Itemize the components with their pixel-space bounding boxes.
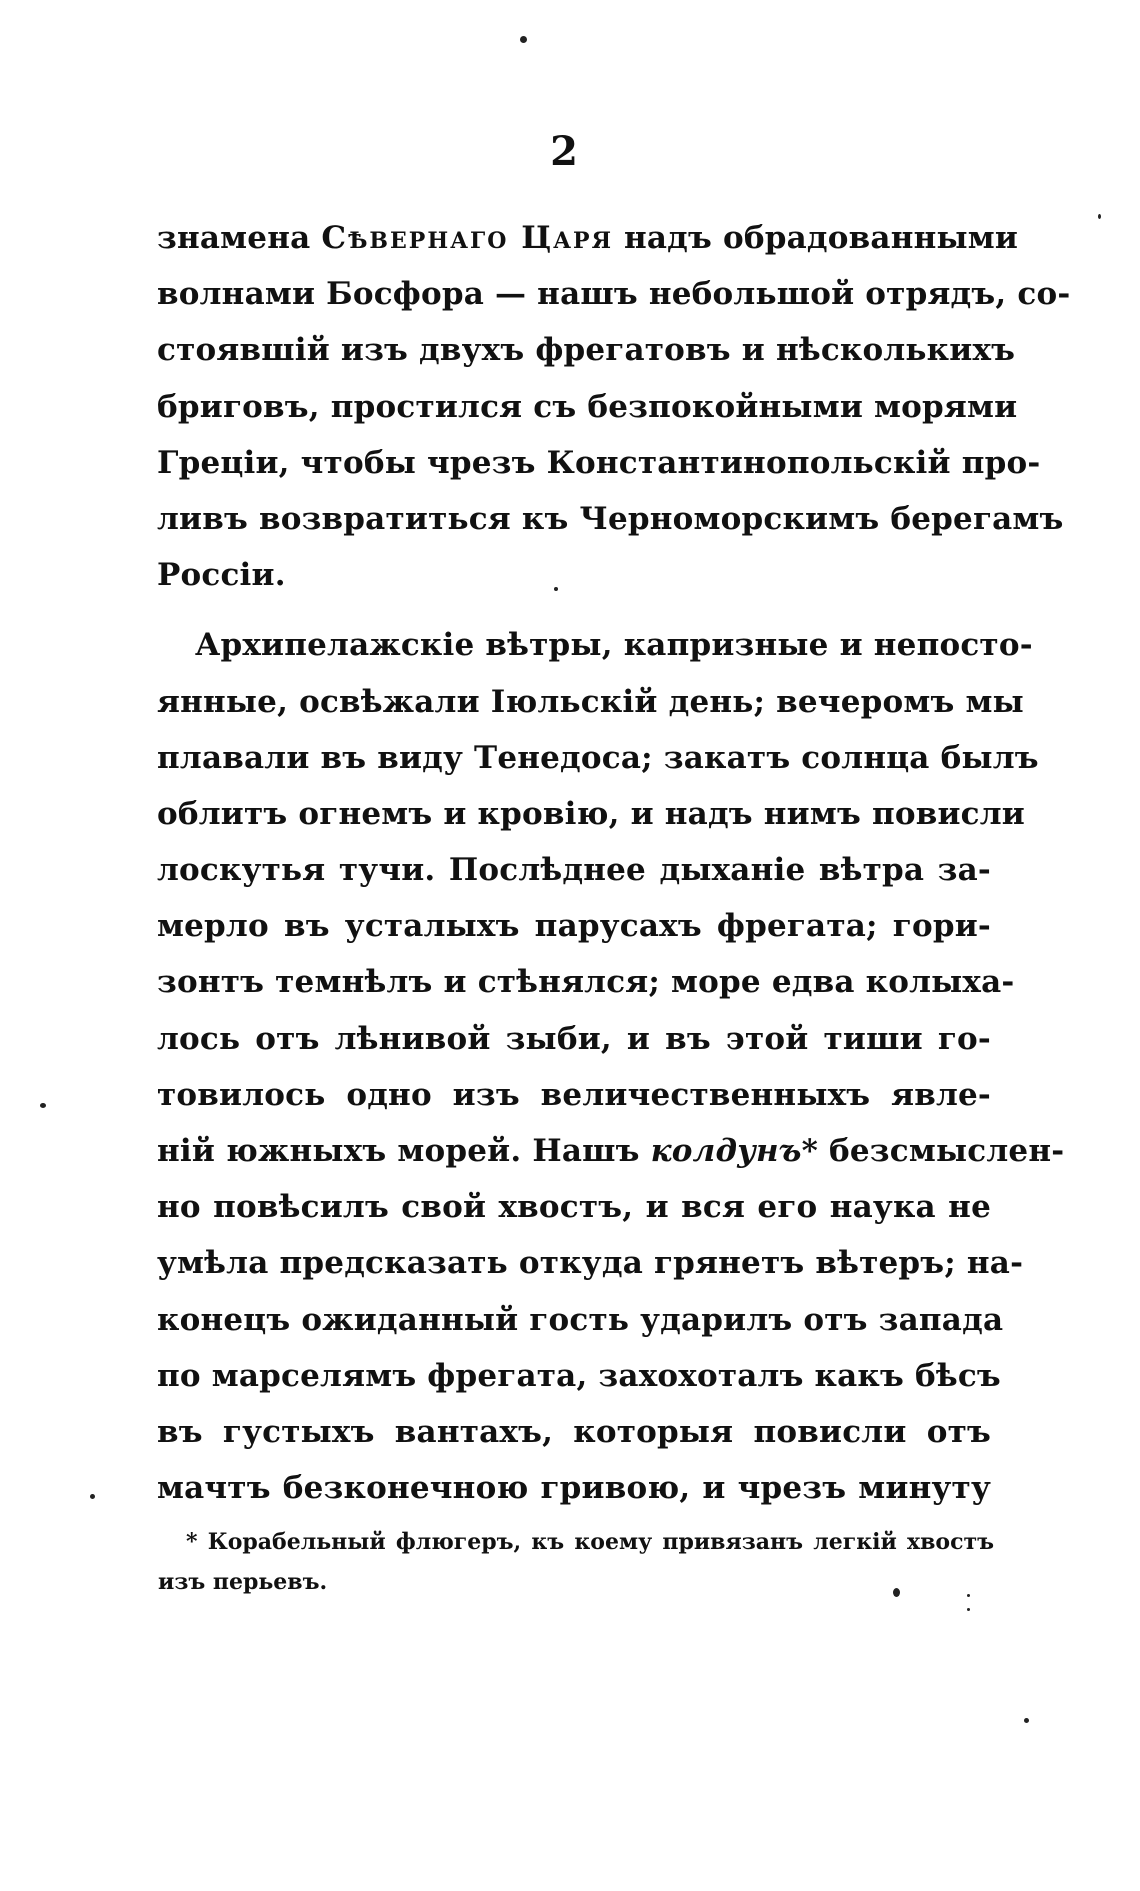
scan-speck: [967, 1608, 970, 1611]
footnote-line: изъ перьевъ.: [158, 1569, 328, 1595]
scan-speck: [1098, 214, 1101, 219]
scan-speck: [967, 1594, 970, 1597]
page-number: 2: [550, 128, 578, 175]
scan-speck: [893, 1588, 900, 1597]
italic-segment: колдунъ: [650, 1133, 802, 1169]
text-line: плавали въ виду Тенедоса; закатъ солнца былъ: [157, 739, 1039, 776]
scan-speck: [1024, 1718, 1029, 1723]
text-segment: * безсмыслен-: [801, 1133, 1065, 1169]
text-line: [157, 210, 1019, 266]
text-segment: знамена: [157, 220, 322, 256]
text-line: янные, освѣжали Іюльскій день; вечеромъ мы: [157, 683, 1024, 720]
text-line: лось отъ лѣнивой зыби, и въ этой тиши го-: [157, 1020, 991, 1057]
text-line: [157, 1123, 1065, 1179]
text-line: конецъ ожиданный гость ударилъ отъ запада: [157, 1301, 1004, 1338]
text-line: умѣла предсказать откуда грянетъ вѣтеръ; на-: [157, 1245, 1024, 1282]
scan-speck: [40, 1103, 46, 1108]
text-line: товилось одно изъ величественныхъ явле-: [157, 1076, 991, 1113]
scan-speck: [554, 587, 558, 591]
text-line: по марселямъ фрегата, захохоталъ какъ бѣсъ: [157, 1357, 1001, 1394]
text-line: Архипелажскіе вѣтры, капризные и непосто-: [195, 627, 1033, 664]
footnote-line: * Корабельный флюгеръ, къ коему привязанъ легкій хвостъ: [186, 1529, 994, 1555]
text-line: мерло въ усталыхъ парусахъ фрегата; гори-: [157, 908, 991, 945]
text-line: но повѣсилъ свой хвостъ, и вся его наука не: [157, 1189, 991, 1226]
text-line: волнами Босфора — нашъ небольшой отрядъ, со-: [157, 276, 1071, 313]
small-caps-segment: Сѣвернаго Царя: [321, 220, 614, 256]
footnote: [158, 1522, 994, 1602]
text-line: лоскутья тучи. Послѣднее дыханіе вѣтра за-: [157, 852, 991, 889]
text-line: зонтъ темнѣлъ и стѣнялся; море едва колыха-: [157, 964, 1015, 1001]
text-line: мачтъ безконечною гривою, и чрезъ минуту: [157, 1470, 991, 1507]
body-text: [157, 210, 1071, 1516]
text-segment: надъ обрадованными: [613, 220, 1019, 256]
text-line: стоявшій изъ двухъ фрегатовъ и нѣсколькихъ: [157, 332, 1016, 369]
scan-speck: [90, 1494, 95, 1499]
paragraph-gap: [157, 603, 991, 617]
text-segment: ній южныхъ морей. Нашъ: [157, 1133, 651, 1169]
scan-speck: [520, 36, 527, 43]
text-line: Греціи, чтобы чрезъ Константинопольскій про-: [157, 444, 1041, 481]
text-line: бриговъ, простился съ безпокойными морями: [157, 388, 1018, 425]
text-line: ливъ возвратиться къ Черноморскимъ берегамъ: [157, 500, 1064, 537]
text-line: въ густыхъ вантахъ, которыя повисли отъ: [157, 1413, 991, 1450]
text-line: облитъ огнемъ и кровію, и надъ нимъ повисли: [157, 795, 1025, 832]
text-line: Россіи.: [157, 557, 286, 594]
